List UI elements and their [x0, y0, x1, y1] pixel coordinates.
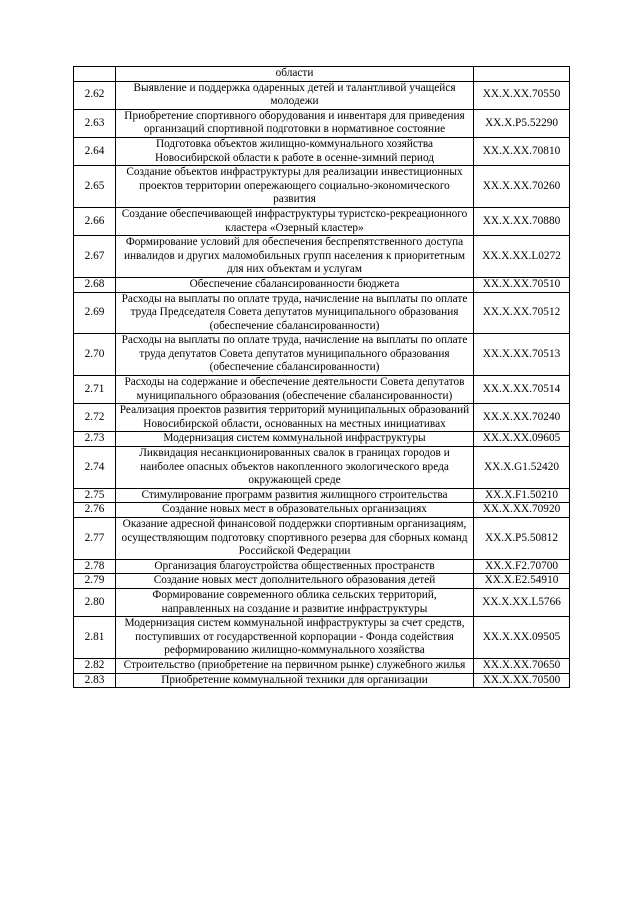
description-cell: Расходы на содержание и обеспечение деятельности Совета депутатов муниципального образования (обеспечение сбалансированности)	[116, 376, 474, 404]
table-row	[74, 166, 570, 208]
budget-code-cell: XX.X.XX.70240	[474, 404, 570, 432]
description-cell: Обеспечение сбалансированности бюджета	[116, 277, 474, 292]
description-cell: Модернизация систем коммунальной инфраструктуры	[116, 432, 474, 447]
row-number-cell: 2.67	[74, 236, 116, 278]
table-row	[74, 376, 570, 404]
description-cell: Оказание адресной финансовой поддержки спортивным организациям, осуществляющим подготовку спортивного резерва для сборных команд Российской Федерации	[116, 518, 474, 560]
row-number-cell: 2.75	[74, 488, 116, 503]
budget-code-cell: XX.X.XX.70512	[474, 292, 570, 334]
budget-codes-table	[73, 66, 570, 688]
table-body	[74, 67, 570, 688]
table-row	[74, 503, 570, 518]
row-number-cell: 2.66	[74, 207, 116, 235]
table-row	[74, 432, 570, 447]
row-number-cell: 2.83	[74, 673, 116, 688]
table-row	[74, 559, 570, 574]
description-cell: Создание новых мест дополнительного образования детей	[116, 574, 474, 589]
row-number-cell: 2.71	[74, 376, 116, 404]
description-cell: Организация благоустройства общественных пространств	[116, 559, 474, 574]
row-number-cell: 2.79	[74, 574, 116, 589]
table-row	[74, 207, 570, 235]
budget-code-cell: XX.X.XX.L5766	[474, 588, 570, 616]
description-cell: Создание новых мест в образовательных организациях	[116, 503, 474, 518]
description-cell: Выявление и поддержка одаренных детей и талантливой учащейся молодежи	[116, 81, 474, 109]
description-cell: Строительство (приобретение на первичном рынке) служебного жилья	[116, 658, 474, 673]
row-number-cell: 2.68	[74, 277, 116, 292]
description-cell: Приобретение коммунальной техники для организации	[116, 673, 474, 688]
table-row	[74, 334, 570, 376]
table-row	[74, 617, 570, 659]
description-cell: Создание обеспечивающей инфраструктуры туристско-рекреационного кластера «Озерный кластер»	[116, 207, 474, 235]
description-cell: Формирование современного облика сельских территорий, направленных на создание и развитие инфраструктуры	[116, 588, 474, 616]
description-cell: Модернизация систем коммунальной инфраструктуры за счет средств, поступивших от государственной корпорации - Фонда содействия реформированию жилищно-коммунального хозяйства	[116, 617, 474, 659]
budget-code-cell: XX.X.XX.09605	[474, 432, 570, 447]
description-cell: области	[116, 67, 474, 82]
table-row	[74, 67, 570, 82]
row-number-cell: 2.74	[74, 447, 116, 489]
row-number-cell: 2.82	[74, 658, 116, 673]
table-row	[74, 404, 570, 432]
description-cell: Расходы на выплаты по оплате труда, начисление на выплаты по оплате труда Председателя Совета депутатов муниципального образования (обеспечение сбалансированности)	[116, 292, 474, 334]
budget-code-cell	[474, 67, 570, 82]
budget-code-cell: XX.X.XX.09505	[474, 617, 570, 659]
description-cell: Подготовка объектов жилищно-коммунального хозяйства Новосибирской области к работе в осенне-зимний период	[116, 137, 474, 165]
description-cell: Приобретение спортивного оборудования и инвентаря для приведения организаций спортивной подготовки в нормативное состояние	[116, 109, 474, 137]
table-row	[74, 81, 570, 109]
table-row	[74, 673, 570, 688]
row-number-cell: 2.69	[74, 292, 116, 334]
budget-code-cell: XX.X.XX.70810	[474, 137, 570, 165]
table-row	[74, 292, 570, 334]
table-row	[74, 488, 570, 503]
budget-code-cell: XX.X.F1.50210	[474, 488, 570, 503]
table-row	[74, 236, 570, 278]
table-row	[74, 447, 570, 489]
description-cell: Стимулирование программ развития жилищного строительства	[116, 488, 474, 503]
row-number-cell	[74, 67, 116, 82]
table-row	[74, 574, 570, 589]
description-cell: Реализация проектов развития территорий муниципальных образований Новосибирской области, основанных на местных инициативах	[116, 404, 474, 432]
budget-code-cell: XX.X.XX.70514	[474, 376, 570, 404]
row-number-cell: 2.64	[74, 137, 116, 165]
budget-code-cell: XX.X.XX.L0272	[474, 236, 570, 278]
budget-code-cell: XX.X.XX.70500	[474, 673, 570, 688]
budget-code-cell: XX.X.XX.70920	[474, 503, 570, 518]
row-number-cell: 2.70	[74, 334, 116, 376]
budget-code-cell: XX.X.G1.52420	[474, 447, 570, 489]
row-number-cell: 2.65	[74, 166, 116, 208]
budget-code-cell: XX.X.XX.70880	[474, 207, 570, 235]
budget-code-cell: XX.X.XX.70650	[474, 658, 570, 673]
description-cell: Формирование условий для обеспечения беспрепятственного доступа инвалидов и других маломобильных групп населения к приоритетным для них объектам и услугам	[116, 236, 474, 278]
description-cell: Расходы на выплаты по оплате труда, начисление на выплаты по оплате труда депутатов Совета депутатов муниципального образования (обеспечение сбалансированности)	[116, 334, 474, 376]
table-row	[74, 109, 570, 137]
row-number-cell: 2.77	[74, 518, 116, 560]
row-number-cell: 2.72	[74, 404, 116, 432]
row-number-cell: 2.73	[74, 432, 116, 447]
table-row	[74, 137, 570, 165]
table-row	[74, 518, 570, 560]
budget-code-cell: XX.X.P5.50812	[474, 518, 570, 560]
table-row	[74, 277, 570, 292]
budget-code-cell: XX.X.E2.54910	[474, 574, 570, 589]
budget-code-cell: XX.X.P5.52290	[474, 109, 570, 137]
description-cell: Создание объектов инфраструктуры для реализации инвестиционных проектов территории опережающего социально-экономического развития	[116, 166, 474, 208]
row-number-cell: 2.76	[74, 503, 116, 518]
budget-code-cell: XX.X.F2.70700	[474, 559, 570, 574]
budget-code-cell: XX.X.XX.70550	[474, 81, 570, 109]
row-number-cell: 2.63	[74, 109, 116, 137]
row-number-cell: 2.81	[74, 617, 116, 659]
table-row	[74, 588, 570, 616]
row-number-cell: 2.62	[74, 81, 116, 109]
budget-code-cell: XX.X.XX.70510	[474, 277, 570, 292]
budget-code-cell: XX.X.XX.70260	[474, 166, 570, 208]
table-row	[74, 658, 570, 673]
row-number-cell: 2.78	[74, 559, 116, 574]
row-number-cell: 2.80	[74, 588, 116, 616]
budget-code-cell: XX.X.XX.70513	[474, 334, 570, 376]
description-cell: Ликвидация несанкционированных свалок в границах городов и наиболее опасных объектов накопленного экологического вреда окружающей среде	[116, 447, 474, 489]
